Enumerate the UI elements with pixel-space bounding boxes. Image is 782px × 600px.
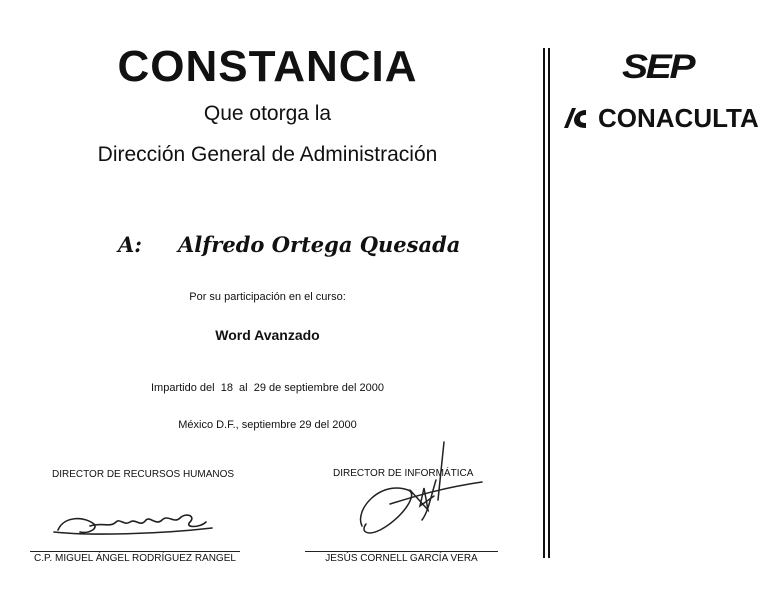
signature-1-title: DIRECTOR DE RECURSOS HUMANOS <box>52 469 235 480</box>
signature-2-name: JESÚS CORNELL GARCÍA VERA <box>325 553 478 564</box>
handwritten-signature-1 <box>50 502 220 542</box>
participation-text: Por su participación en el curso: <box>189 291 346 303</box>
handwritten-signature-2 <box>350 440 490 540</box>
dates-text: Impartido del 18 al 29 de septiembre del 2000 <box>151 382 384 394</box>
sep-logo: SEP <box>622 48 694 86</box>
recipient-prefix: A: <box>118 232 143 257</box>
certificate-subtitle-1: Que otorga la <box>203 102 332 125</box>
recipient-name: Alfredo Ortega Quesada <box>178 232 461 257</box>
conaculta-mark-icon <box>562 106 598 130</box>
divider-line-right <box>548 48 550 558</box>
course-name: Word Avanzado <box>215 327 320 343</box>
certificate-subtitle-2: Dirección General de Administración <box>97 143 438 166</box>
conaculta-text: CONACULTA <box>598 103 759 133</box>
signature-2-title: DIRECTOR DE INFORMÁTICA <box>333 468 474 479</box>
divider-line-left <box>543 48 545 558</box>
signature-1-name: C.P. MIGUEL ÁNGEL RODRÍGUEZ RANGEL <box>34 553 236 564</box>
place-date-text: México D.F., septiembre 29 del 2000 <box>178 419 357 431</box>
signature-2-line <box>305 551 498 552</box>
signature-1-line <box>30 551 240 552</box>
recipient-line <box>118 232 460 257</box>
conaculta-logo <box>562 103 759 134</box>
certificate-title: CONSTANCIA <box>117 42 418 91</box>
